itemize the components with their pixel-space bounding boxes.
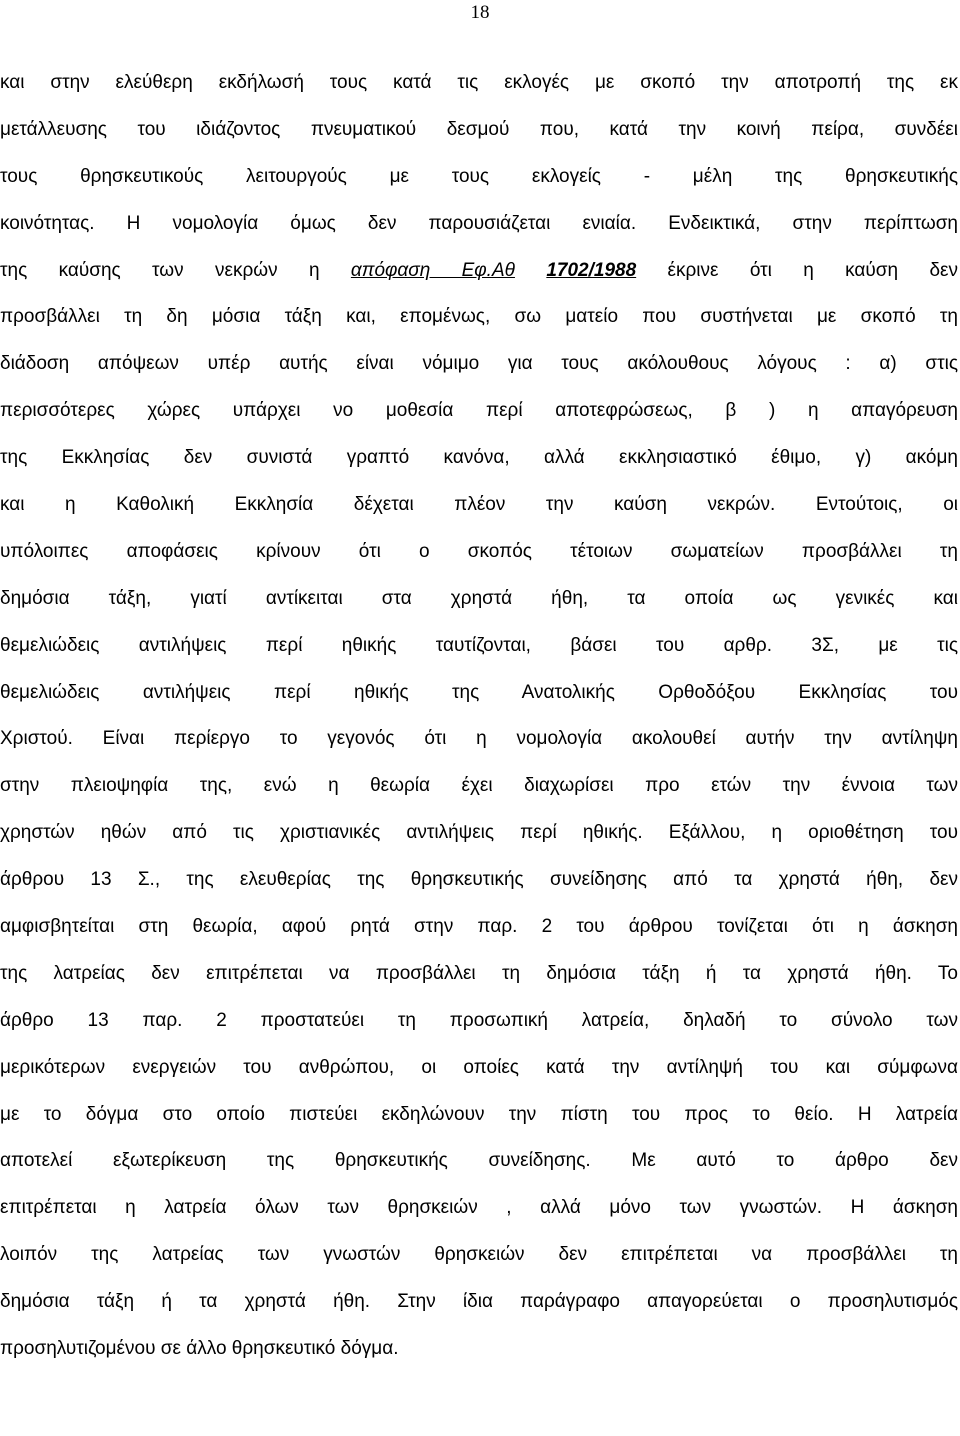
text-line: και στην ελεύθερη εκδήλωσή τους κατά τις εκλογές με σκοπό την αποτροπή της εκ (0, 72, 958, 93)
text-segment (515, 260, 546, 281)
text-line: υπόλοιπες αποφάσεις κρίνουν ότι ο σκοπός τέτοιων σωματείων προσβάλλει τη (0, 540, 958, 562)
text-line: δημόσια τάξη, γιατί αντίκειται στα χρηστά ήθη, τα οποία ως γενικές και (0, 587, 958, 609)
court-decision-reference: απόφαση Εφ.Αθ (350, 259, 515, 281)
text-line: αμφισβητείται στη θεωρία, αφού ρητά στην παρ. 2 του άρθρου τονίζεται ότι η άσκηση (0, 916, 958, 938)
text-line (0, 248, 960, 295)
text-line: άρθρο 13 παρ. 2 προστατεύει τη προσωπική λατρεία, δηλαδή το σύνολο των (0, 1009, 958, 1031)
text-line: μερικότερων ενεργειών του ανθρώπου, οι οποίες κατά την αντίληψή του και σύμφωνα (0, 1056, 958, 1078)
text-line: Χριστού. Είναι περίεργο το γεγονός ότι η νομολογία ακολουθεί αυτήν την αντίληψη (0, 728, 958, 750)
text-line: λοιπόν της λατρείας των γνωστών θρησκειών δεν επιτρέπεται να προσβάλλει τη (0, 1244, 958, 1266)
text-line: προσβάλλει τη δη μόσια τάξη και, επομένως, σω ματείο που συστήνεται με σκοπό τη (0, 306, 958, 328)
body-text (0, 60, 960, 1373)
text-line: διάδοση απόψεων υπέρ αυτής είναι νόμιμο για τους ακόλουθους λόγους : α) στις (0, 353, 958, 375)
text-line: θεμελιώδεις αντιλήψεις περί ηθικής ταυτίζονται, βάσει του αρθρ. 3Σ, με τις (0, 634, 958, 656)
text-line: της Εκκλησίας δεν συνιστά γραπτό κανόνα, αλλά εκκλησιαστικό έθιμο, γ) ακόμη (0, 447, 958, 469)
page-number: 18 (470, 2, 490, 23)
text-line: στην πλειοψηφία της, ενώ η θεωρία έχει διαχωρίσει προ ετών την έννοια των (0, 775, 958, 797)
text-line-last: προσηλυτιζομένου σε άλλο θρησκευτικό δόγμα. (0, 1338, 399, 1360)
text-line: χρηστών ηθών από τις χριστιανικές αντιλήψεις περί ηθικής. Εξάλλου, η οριοθέτηση του (0, 822, 958, 844)
text-line: τους θρησκευτικούς λειτουργούς με τους εκλογείς - μέλη της θρησκευτικής (0, 165, 958, 187)
text-line: περισσότερες χώρες υπάρχει νο μοθεσία περί αποτεφρώσεως, β ) η απαγόρευση (0, 400, 958, 422)
text-line: με το δόγμα στο οποίο πιστεύει εκδηλώνουν την πίστη του προς το θείο. Η λατρεία (0, 1103, 958, 1125)
text-line: δημόσια τάξη ή τα χρηστά ήθη. Στην ίδια παράγραφο απαγορεύεται ο προσηλυτισμός (0, 1291, 958, 1313)
text-line: θεμελιώδεις αντιλήψεις περί ηθικής της Ανατολικής Ορθοδόξου Εκκλησίας του (0, 681, 958, 703)
text-segment: έκρινε ότι η καύση δεν (636, 259, 959, 281)
text-line: άρθρου 13 Σ., της ελευθερίας της θρησκευτικής συνείδησης από τα χρηστά ήθη, δεν (0, 869, 958, 891)
text-segment: της καύσης των νεκρών η (0, 259, 351, 281)
text-line: και η Καθολική Εκκλησία δέχεται πλέον την καύση νεκρών. Εντούτοις, οι (0, 494, 958, 516)
text-line: κοινότητας. Η νομολογία όμως δεν παρουσιάζεται ενιαία. Ενδεικτικά, στην περίπτωση (0, 212, 958, 234)
text-line: αποτελεί εξωτερίκευση της θρησκευτικής συνείδησης. Με αυτό το άρθρο δεν (0, 1150, 958, 1172)
text-line: μετάλλευσης του ιδιάζοντος πνευματικού δεσμού που, κατά την κοινή πείρα, συνδέει (0, 118, 958, 140)
text-line: της λατρείας δεν επιτρέπεται να προσβάλλει τη δημόσια τάξη ή τα χρηστά ήθη. Το (0, 962, 958, 984)
text-line: επιτρέπεται η λατρεία όλων των θρησκειών , αλλά μόνο των γνωστών. Η άσκηση (0, 1197, 958, 1219)
decision-number: 1702/1988 (546, 259, 637, 281)
